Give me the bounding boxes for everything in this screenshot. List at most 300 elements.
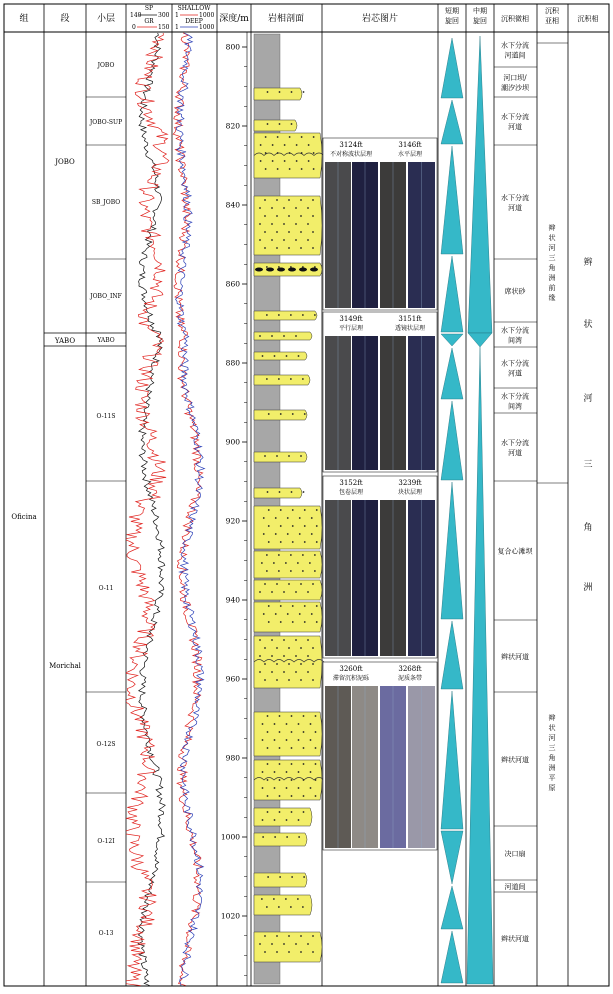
grain-dot <box>315 747 317 749</box>
grain-dot <box>271 335 273 337</box>
grain-dot <box>274 723 276 725</box>
header-core-photos: 岩芯图片 <box>361 14 399 24</box>
grain-dot <box>267 779 269 781</box>
grain-dot <box>295 223 297 225</box>
grain-dot <box>303 715 305 717</box>
grain-dot <box>280 605 282 607</box>
grain-dot <box>303 491 305 493</box>
grain-dot <box>295 335 297 337</box>
core-texture-b: 块状层理 <box>397 489 423 496</box>
depth-tick-label: 920 <box>225 516 240 526</box>
grain-dot <box>287 613 289 615</box>
core-photo-column <box>323 138 437 850</box>
grain-dot <box>278 314 280 316</box>
header-member: 段 <box>60 14 70 24</box>
grain-dot <box>277 152 279 154</box>
core-texture-a: 包卷层理 <box>338 489 364 496</box>
grain-dot <box>274 836 276 838</box>
short-cycle-triangle <box>441 931 463 983</box>
grain-dot <box>268 413 270 415</box>
grain-dot <box>264 583 266 585</box>
grain-dot <box>259 639 261 641</box>
grain-dot <box>264 199 266 201</box>
grain-dot <box>273 898 275 900</box>
grain-dot <box>266 378 268 380</box>
sandstone-bed <box>254 551 322 578</box>
grain-dot <box>283 591 285 593</box>
sandstone-bed <box>254 196 322 255</box>
grain-dot <box>276 215 278 217</box>
grain-dot <box>308 144 310 146</box>
grain-dot <box>274 819 276 821</box>
grain-dot <box>288 679 290 681</box>
grain-dot <box>307 655 309 657</box>
microfacies-column <box>494 41 537 944</box>
deep-resistivity-curve <box>176 33 205 986</box>
grain-dot <box>289 136 291 138</box>
grain-dot <box>291 123 293 125</box>
depth-tick-label: 800 <box>225 42 240 52</box>
facies-label: 辫状河三角洲 <box>583 258 593 593</box>
grain-dot <box>300 199 302 201</box>
member-morichal: Morichal <box>49 662 81 670</box>
microfacies-label: 水下分流 <box>501 392 529 401</box>
grain-dot <box>290 906 292 908</box>
grain-dot <box>260 144 262 146</box>
grain-dot <box>303 731 305 733</box>
layer-label: O-12I <box>97 838 115 845</box>
shallow-max: 1000 <box>199 12 215 19</box>
grain-dot <box>283 671 285 673</box>
sandstone-bed <box>254 580 322 600</box>
gr-min: 0 <box>132 24 136 31</box>
grain-dot <box>315 779 317 781</box>
sandstone-bed <box>254 488 302 498</box>
grain-dot <box>298 819 300 821</box>
microfacies-label: 水下分流 <box>501 359 529 368</box>
grain-dot <box>304 621 306 623</box>
short-cycle-triangle <box>441 482 463 619</box>
grain-dot <box>291 779 293 781</box>
shallow-resistivity-curve <box>173 33 203 986</box>
grain-dot <box>262 787 264 789</box>
core-texture-b: 透镜状层理 <box>394 325 426 332</box>
microfacies-label: 河道 <box>508 369 522 378</box>
grain-dot <box>276 247 278 249</box>
grain-dot <box>271 943 273 945</box>
grain-dot <box>280 413 282 415</box>
microfacies-label: 河道 <box>508 204 522 212</box>
grain-dot <box>271 207 273 209</box>
header-facies: 沉积相 <box>577 15 599 23</box>
grain-dot <box>274 739 276 741</box>
grain-dot <box>295 591 297 593</box>
grain-dot <box>285 898 287 900</box>
short-cycle-triangle <box>441 831 463 884</box>
grain-dot <box>267 731 269 733</box>
grain-dot <box>263 533 265 535</box>
grain-dot <box>268 509 270 511</box>
grain-dot <box>300 231 302 233</box>
grain-dot <box>264 647 266 649</box>
grain-dot <box>288 455 290 457</box>
grain-dot <box>313 152 315 154</box>
grain-dot <box>301 152 303 154</box>
grain-dot <box>291 91 293 93</box>
grain-dot <box>283 335 285 337</box>
depth-tick-label: 900 <box>225 437 240 447</box>
grain-dot <box>310 739 312 741</box>
depth-tick-label: 1020 <box>220 911 240 921</box>
grain-dot <box>298 771 300 773</box>
sandstone-bed <box>254 895 312 915</box>
grain-dot <box>283 943 285 945</box>
grain-dot <box>278 906 280 908</box>
header-mid-cycle-2: 旋回 <box>473 17 487 25</box>
grain-dot <box>262 739 264 741</box>
grain-dot <box>278 554 280 556</box>
grain-dot <box>295 943 297 945</box>
grain-dot <box>291 811 293 813</box>
grain-dot <box>311 613 313 615</box>
grain-dot <box>268 541 270 543</box>
grain-dot <box>310 723 312 725</box>
grain-dot <box>262 771 264 773</box>
depth-tick-label: 820 <box>225 121 240 131</box>
grain-dot <box>300 951 302 953</box>
grain-dot <box>276 231 278 233</box>
grain-dot <box>275 517 277 519</box>
grain-dot <box>279 779 281 781</box>
grain-dot <box>298 723 300 725</box>
grain-dot <box>302 570 304 572</box>
core-depth-a: 3124ft <box>339 141 363 149</box>
grain-dot <box>285 562 287 564</box>
grain-dot <box>280 509 282 511</box>
short-cycle-triangle <box>441 621 463 689</box>
grain-dot <box>279 747 281 749</box>
grain-dot <box>304 413 306 415</box>
pebble-mark <box>288 268 296 272</box>
grain-dot <box>303 91 305 93</box>
grain-dot <box>312 247 314 249</box>
grain-dot <box>308 160 310 162</box>
core-texture-b: 泥质条带 <box>397 675 423 682</box>
layer-label: JOBO <box>97 62 115 69</box>
grain-dot <box>298 355 300 357</box>
grain-dot <box>274 787 276 789</box>
grain-dot <box>279 491 281 493</box>
grain-dot <box>276 663 278 665</box>
grain-dot <box>259 655 261 657</box>
grain-dot <box>295 671 297 673</box>
grain-dot <box>279 876 281 878</box>
microfacies-label: 间湾 <box>508 402 522 411</box>
grain-dot <box>303 747 305 749</box>
grain-dot <box>307 943 309 945</box>
layer-label: O-12S <box>96 741 116 748</box>
grain-dot <box>310 771 312 773</box>
core-depth-a: 3260ft <box>339 665 363 673</box>
short-cycle-triangle <box>441 256 463 332</box>
grain-dot <box>264 935 266 937</box>
grain-dot <box>298 739 300 741</box>
grain-dot <box>259 239 261 241</box>
grain-dot <box>288 215 290 217</box>
core-texture-b: 水平层理 <box>397 151 423 158</box>
sandstone-bed <box>254 873 307 887</box>
grain-dot <box>267 795 269 797</box>
grain-dot <box>315 763 317 765</box>
grain-dot <box>290 314 292 316</box>
grain-dot <box>266 314 268 316</box>
grain-dot <box>307 591 309 593</box>
group-label: Oficina <box>11 513 37 521</box>
grain-dot <box>259 671 261 673</box>
grain-dot <box>289 168 291 170</box>
grain-dot <box>303 795 305 797</box>
grain-dot <box>267 763 269 765</box>
microfacies-label: 辫状河道 <box>501 935 529 943</box>
grain-dot <box>267 715 269 717</box>
grain-dot <box>296 144 298 146</box>
grain-dot <box>276 455 278 457</box>
microfacies-label: 席状砂 <box>504 287 526 296</box>
grain-dot <box>262 355 264 357</box>
grain-dot <box>290 554 292 556</box>
pebble-mark <box>299 268 307 272</box>
grain-dot <box>304 541 306 543</box>
microfacies-label: 水下分流 <box>501 439 529 447</box>
layer-label: O-13 <box>98 930 114 937</box>
microfacies-label: 间湾 <box>508 336 522 345</box>
grain-dot <box>264 247 266 249</box>
grain-dot <box>276 679 278 681</box>
short-cycle-triangle <box>441 348 463 399</box>
grain-dot <box>272 160 274 162</box>
header-subfacies-2: 亚相 <box>545 17 559 25</box>
grain-dot <box>279 715 281 717</box>
grain-dot <box>300 247 302 249</box>
grain-dot <box>303 811 305 813</box>
grain-dot <box>316 509 318 511</box>
grain-dot <box>290 266 292 268</box>
grain-dot <box>271 655 273 657</box>
microfacies-label: 河道间 <box>504 883 526 891</box>
gr-max: 150 <box>158 24 170 31</box>
grain-dot <box>314 554 316 556</box>
grain-dot <box>316 621 318 623</box>
grain-dot <box>259 943 261 945</box>
short-cycle-triangle <box>441 100 463 144</box>
grain-dot <box>266 570 268 572</box>
grain-dot <box>260 160 262 162</box>
grain-dot <box>316 605 318 607</box>
microfacies-label: 复合心滩坝 <box>497 547 533 556</box>
lithology-column <box>254 34 324 984</box>
grain-dot <box>279 763 281 765</box>
grain-dot <box>276 199 278 201</box>
grain-dot <box>279 811 281 813</box>
grain-dot <box>300 935 302 937</box>
short-cycle-triangle <box>441 334 463 346</box>
grain-dot <box>312 663 314 665</box>
grain-dot <box>266 266 268 268</box>
sandstone-bed <box>254 452 307 462</box>
grain-dot <box>292 509 294 511</box>
grain-dot <box>312 215 314 217</box>
grain-dot <box>259 591 261 593</box>
grain-dot <box>280 621 282 623</box>
grain-dot <box>267 811 269 813</box>
grain-dot <box>312 935 314 937</box>
grain-dot <box>291 795 293 797</box>
grain-dot <box>299 533 301 535</box>
layer-label: JOBO-SUP <box>89 119 123 126</box>
grain-dot <box>259 335 261 337</box>
depth-tick-label: 840 <box>225 200 240 210</box>
microfacies-label: 河口坝/ <box>503 74 527 82</box>
grain-dot <box>288 935 290 937</box>
depth-tick-label: 960 <box>225 674 240 684</box>
grain-dot <box>286 739 288 741</box>
header-subfacies-1: 沉积 <box>545 7 559 15</box>
sandstone-bed <box>254 808 312 826</box>
layer-label: O-11 <box>98 585 114 592</box>
grain-dot <box>266 554 268 556</box>
layer-label: O-11S <box>96 413 116 420</box>
grain-dot <box>286 787 288 789</box>
grain-dot <box>292 541 294 543</box>
header-short-cycle-2: 旋回 <box>445 17 459 25</box>
grain-dot <box>288 663 290 665</box>
grain-dot <box>279 123 281 125</box>
sandstone-bed <box>254 932 322 962</box>
layer-labels <box>89 62 122 937</box>
grain-dot <box>263 613 265 615</box>
grain-dot <box>316 541 318 543</box>
grain-dot <box>276 647 278 649</box>
microfacies-label: 潮汐沙坝 <box>501 84 529 92</box>
grain-dot <box>279 731 281 733</box>
grain-dot <box>291 876 293 878</box>
grain-dot <box>312 951 314 953</box>
grain-dot <box>283 223 285 225</box>
grain-dot <box>264 231 266 233</box>
core-texture-a: 平行层理 <box>338 325 364 332</box>
grain-dot <box>301 136 303 138</box>
grain-dot <box>273 562 275 564</box>
short-cycle-triangle <box>441 146 463 254</box>
grain-dot <box>265 136 267 138</box>
grain-dot <box>261 898 263 900</box>
grain-dot <box>302 266 304 268</box>
mid-term-cycles <box>467 36 493 984</box>
grain-dot <box>307 239 309 241</box>
grain-dot <box>312 231 314 233</box>
grain-dot <box>283 639 285 641</box>
resistivity-log-track <box>173 33 204 986</box>
core-texture-a: 滞留沉积泥砾 <box>332 675 370 682</box>
grain-dot <box>262 723 264 725</box>
grain-dot <box>267 491 269 493</box>
sandstone-bed <box>254 602 322 632</box>
grain-dot <box>311 533 313 535</box>
grain-dot <box>295 655 297 657</box>
grain-dot <box>288 647 290 649</box>
grain-dot <box>304 525 306 527</box>
grain-dot <box>259 207 261 209</box>
grain-dot <box>287 533 289 535</box>
header-microfacies: 沉积微相 <box>501 15 529 23</box>
grain-dot <box>277 168 279 170</box>
grain-dot <box>286 819 288 821</box>
grain-dot <box>289 152 291 154</box>
grain-dot <box>264 663 266 665</box>
microfacies-label: 河道 <box>508 123 522 131</box>
grain-dot <box>311 517 313 519</box>
short-cycle-triangle <box>441 38 463 98</box>
header-shallow: SHALLOW <box>177 5 211 12</box>
depth-track <box>221 32 247 986</box>
grain-dot <box>267 123 269 125</box>
microfacies-label: 水下分流 <box>501 113 529 121</box>
microfacies-label: 辫状河道 <box>501 756 529 764</box>
grain-dot <box>271 639 273 641</box>
grain-dot <box>314 570 316 572</box>
microfacies-label: 水下分流 <box>501 41 529 50</box>
grain-dot <box>274 355 276 357</box>
deep-max: 1000 <box>199 24 215 31</box>
grain-dot <box>300 215 302 217</box>
sandstone-bed <box>254 120 297 131</box>
grain-dot <box>303 779 305 781</box>
grain-dot <box>302 314 304 316</box>
grain-dot <box>283 655 285 657</box>
grain-dot <box>280 525 282 527</box>
grain-dot <box>309 562 311 564</box>
header-deep: DEEP <box>185 18 203 25</box>
grain-dot <box>295 239 297 241</box>
depth-tick-label: 880 <box>225 358 240 368</box>
sp-gr-log-track <box>124 33 169 986</box>
grain-dot <box>292 621 294 623</box>
grain-dot <box>303 876 305 878</box>
grain-dot <box>279 91 281 93</box>
grain-dot <box>271 591 273 593</box>
grain-dot <box>297 898 299 900</box>
grain-dot <box>259 223 261 225</box>
pebble-mark <box>310 268 318 272</box>
grain-dot <box>291 715 293 717</box>
sp-min: 140 <box>130 12 142 19</box>
grain-dot <box>286 836 288 838</box>
grain-dot <box>298 787 300 789</box>
grain-dot <box>302 906 304 908</box>
grain-dot <box>276 935 278 937</box>
grain-dot <box>292 605 294 607</box>
deep-min: 1 <box>175 24 179 31</box>
grain-dot <box>271 239 273 241</box>
depth-tick-label: 980 <box>225 753 240 763</box>
sandstone-bed <box>254 375 310 385</box>
grain-dot <box>267 91 269 93</box>
grain-dot <box>300 583 302 585</box>
sandstone-bed <box>254 410 307 420</box>
core-depth-a: 3149ft <box>339 315 363 323</box>
grain-dot <box>288 583 290 585</box>
grain-dot <box>299 517 301 519</box>
